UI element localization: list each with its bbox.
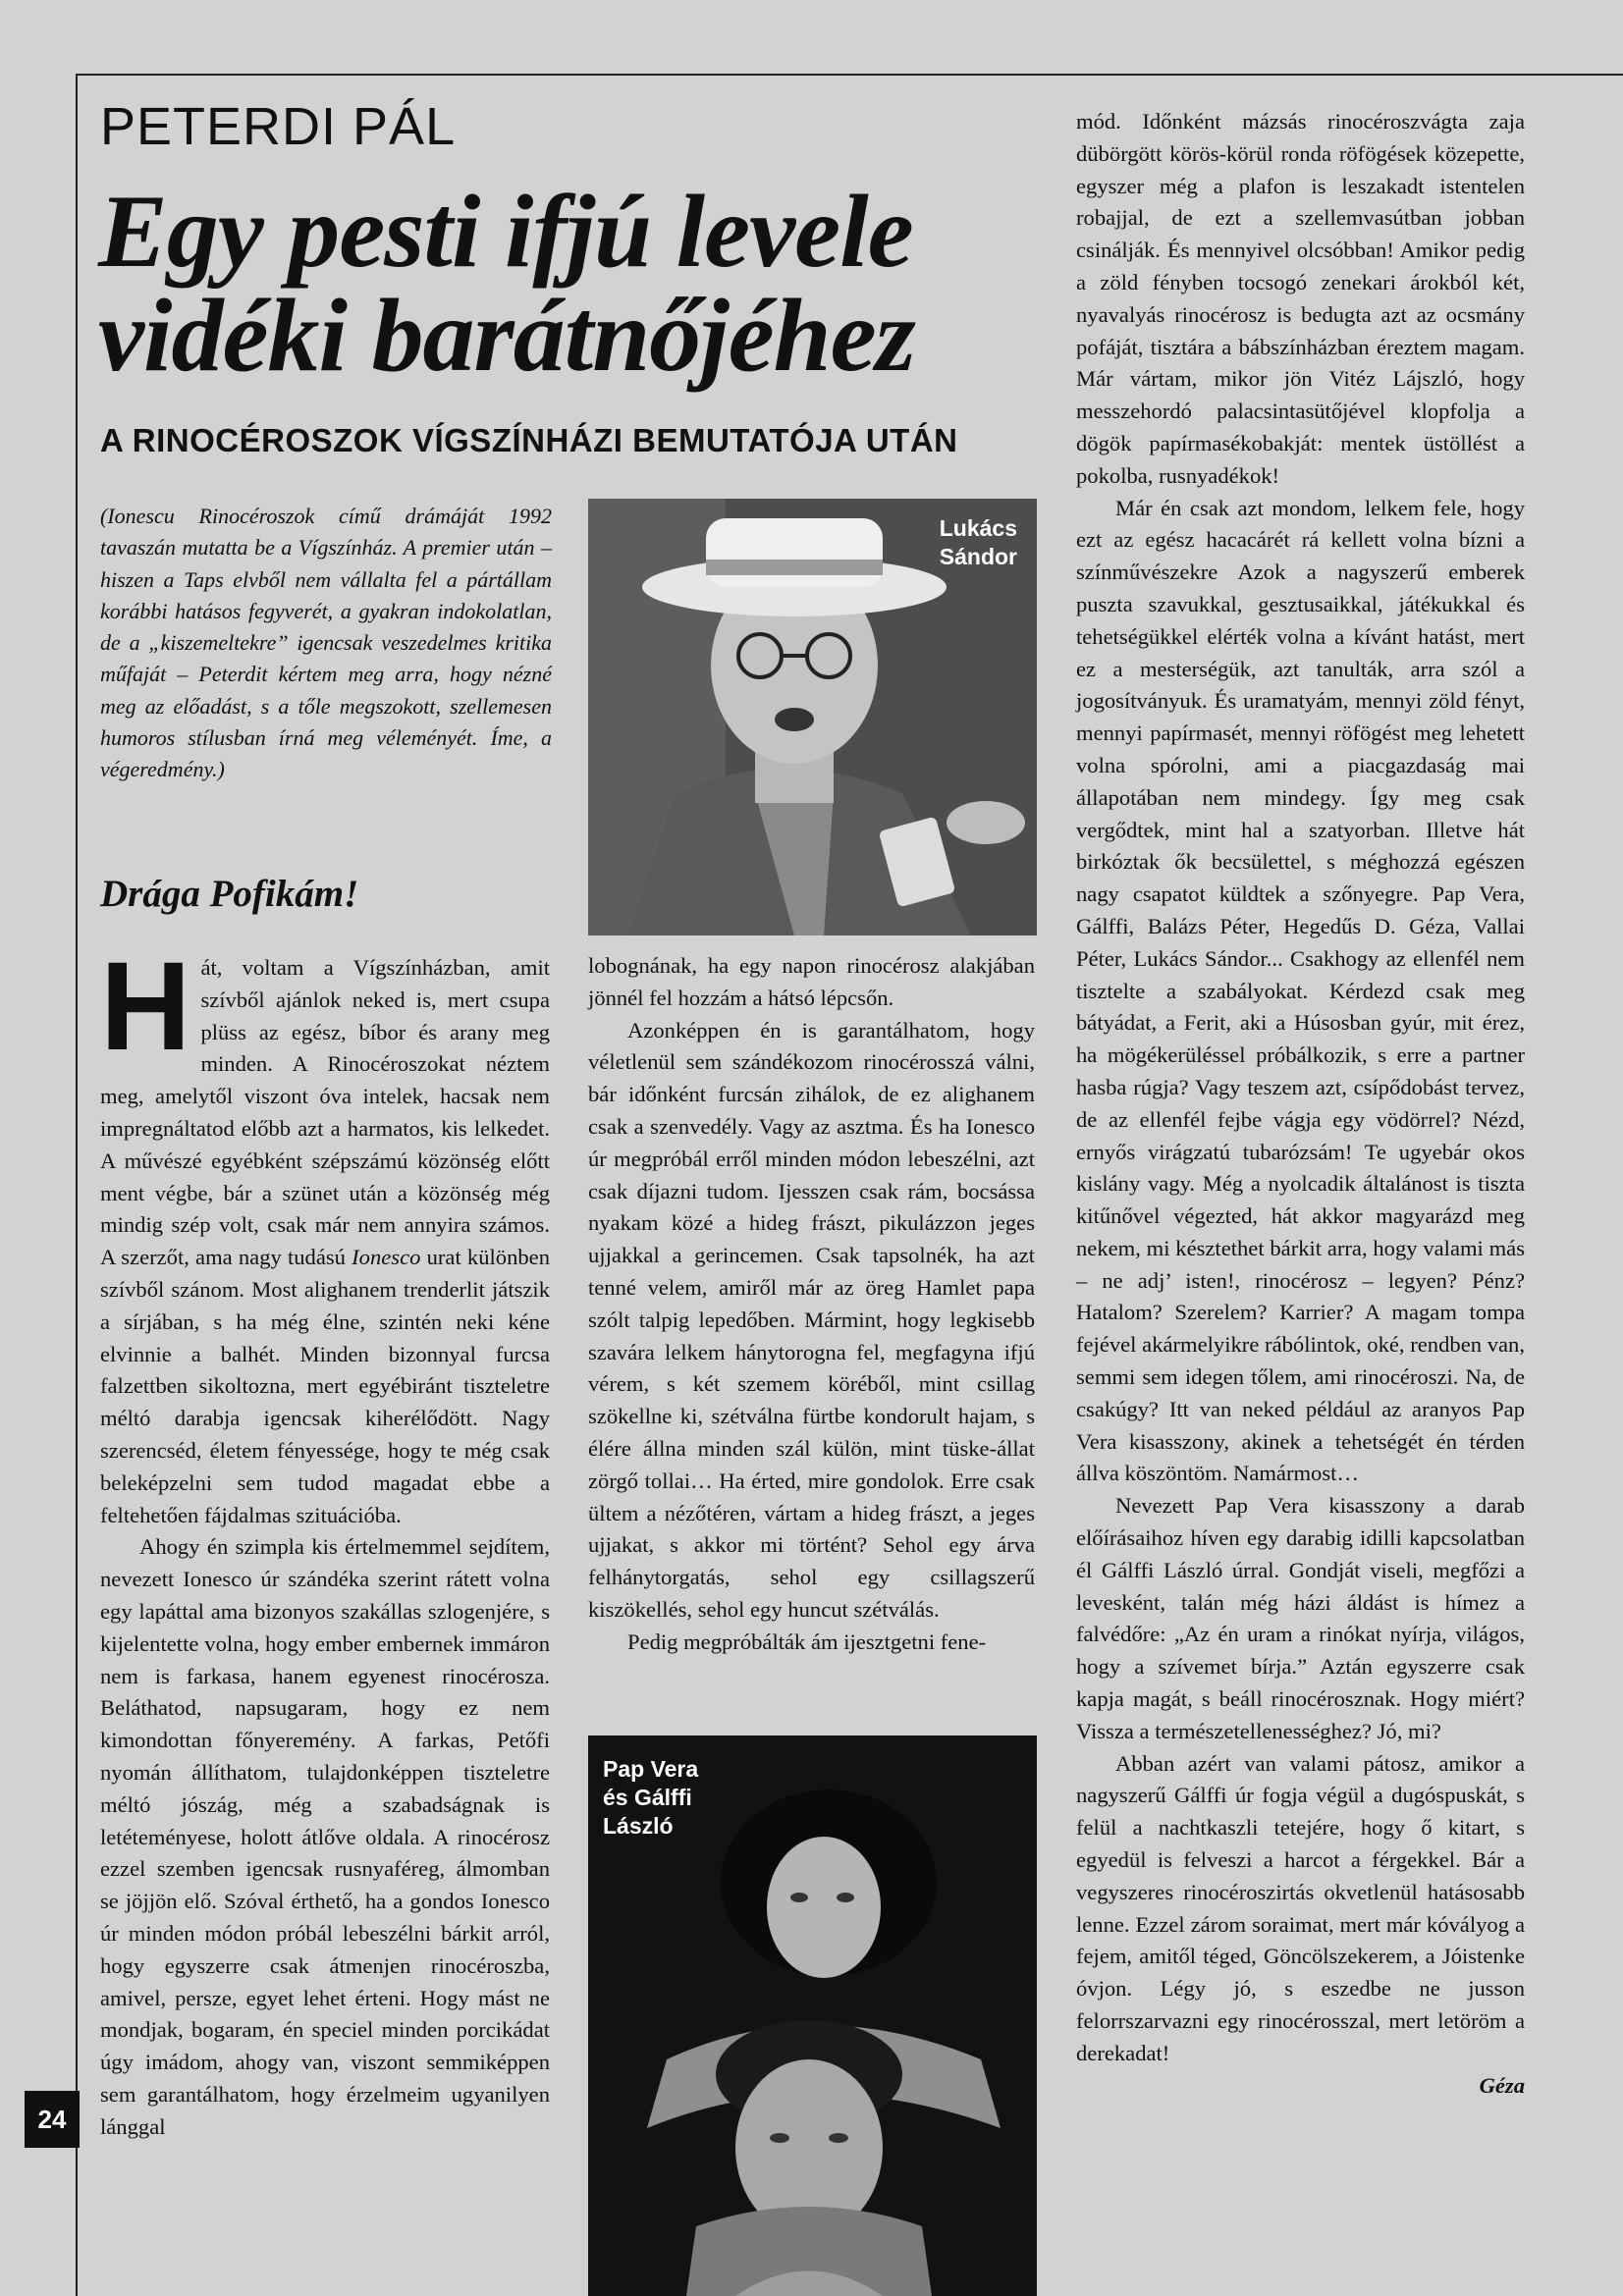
paragraph: lobognának, ha egy napon rinocérosz alakjában jönnél fel hozzám a hátsó lépcsőn. bbox=[588, 953, 1035, 1010]
title-line-2: vidéki barátnőjéhez bbox=[98, 278, 915, 393]
caption-line: Sándor bbox=[939, 544, 1017, 569]
photo-lukacs-sandor bbox=[588, 499, 1037, 935]
paragraph-text: urat különben szívből szánom. Most alighanem trenderlit játszik a sírjában, s ha még élne, szintén neki kéne elvinnie a balhét. Minden bizonnyal furcsa falzettben sikoltozna, mert egyébiránt tiszteletre méltó darabja igencsak kiherélődött. Nagy szerencséd, életem fényessége, hogy te még csak beleképzelni sem tudod magadat ebbe a feltehetően fájdalmas szituációba. bbox=[100, 1245, 550, 1527]
caption-line: Lukács bbox=[939, 515, 1017, 541]
column-2 bbox=[588, 950, 1035, 1659]
drop-cap: H bbox=[100, 936, 191, 1077]
paragraph: Nevezett Pap Vera kisasszony a darab előírásaihoz híven egy darabig idilli kapcsolatban él Gálffi László úrral. Gondját viseli, megfőzi a levesként, talán még házi áldást is hímez a falvédőre: „Az én uram a rinókat nyírja, világos, hogy a szívemet bírja.” Aztán egyszerre csak kapja magát, s beáll rinocérosznak. Hogy miért? Vissza a természetellenességhez? Jó, mi? bbox=[1076, 1493, 1525, 1743]
column-1 bbox=[100, 936, 550, 2143]
caption-line: László bbox=[603, 1813, 674, 1839]
editor-intro: (Ionescu Rinocéroszok című drámáját 1992 tavaszán mutatta be a Vígszínház. A premier után – hiszen a Taps elvből nem vállalta fel a pártállam korábbi hatásos fegyverét, a gyakran indokolatlan, de a „kiszemeltekre” igencsak veszedelmes kritika műfaját – Peterdit kértem meg arra, hogy nézné meg az előadást, s a tőle megszokott, szellemesen humoros stílusban írná meg véleményét. Íme, a végeredmény.) bbox=[100, 504, 552, 782]
paragraph: Abban azért van valami pátosz, amikor a nagyszerű Gálffi úr fogja végül a dugóspuskát, s felül a nachtkaszli tetejére, hogy ő kitart, s egyedül is felveszi a harcot a férgekkel. Bár a vegyszeres rinocéroszirtás okvetlenül hatásosabb lenne. Ezzel zárom soraimat, mert már kóvályog a fejem, amitől téged, Göncölszekerem, a Jóistenke óvjon. Légy jó, s eszedbe ne jusson felorrszarvazni egy rinocérosszal, mert letöröm a derekadat! bbox=[1076, 1750, 1525, 2065]
paragraph bbox=[100, 936, 550, 1531]
article-title bbox=[98, 174, 1041, 393]
author-name: PETERDI PÁL bbox=[100, 97, 457, 156]
signature: Géza bbox=[1479, 2072, 1525, 2098]
author-ref: Ionesco bbox=[352, 1245, 421, 1270]
column-3 bbox=[1076, 106, 1525, 2102]
page-number: 24 bbox=[25, 2091, 80, 2148]
article-subtitle: A RINOCÉROSZOK VÍGSZÍNHÁZI BEMUTATÓJA UTÁN bbox=[100, 422, 958, 458]
paragraph: Már én csak azt mondom, lelkem fele, hogy ezt az egész hacacárét rá kellett volna bízni a színművészekre Azok a nagyszerű emberek puszta szavukkal, gesztusaikkal, játékukkal és tehetségükkel elérték volna a kívánt hatást, mert ez a mesterségük, azt tanulták, arra szól a jogosítványuk. És uramatyám, mennyi zöld fényt, mennyi papírmasét, mennyi röfögést meg lehetett volna spórolni, ami a piacgazdaság mai állapotában nem mindegy. Így meg csak vergődtek, mint hal a szatyorban. Illetve hát birkóztak ők becsülettel, s méghozzá egészen nagy csapatot küldtek a szőnyegre. Pap Vera, Gálffi, Balázs Péter, Hegedűs D. Géza, Vallai Péter, Lukács Sándor... Csakhogy az ellenfél nem tisztelte a szabályokat. Kérdezd csak meg bátyádat, a Ferit, aki a Húsosban gyúr, mit érez, ha mögékerüléssel próbálkozik, s erre a partner hasba rúgja? Vagy teszem azt, csípődobást tervez, de az ellenfél fejbe vágja egy vödörrel? Nézd, ernyős virágzatú tubarózsám! Te ugyebár okos kislány vagy. Még a nyolcadik általánost is tiszta kitűnővel végezted, hát akkor magyarázd meg nekem, mi késztethet bárkit arra, hogy valami más – ne adj’ isten!, rinocérosz – legyen? Pénz? Hatalom? Szerelem? Karrier? A magam tompa fejével akármelyikre rábólintok, oké, rendben van, semmi sem idegen tőlem, ami rinocéroszi. Na, de csakúgy? Itt van neked például az aranyos Pap Vera kisasszony, akinek a tehetségét én térden állva köszöntöm. Namármost… bbox=[1076, 495, 1525, 1486]
photo-pap-vera-galffi-laszlo bbox=[588, 1735, 1037, 2296]
paragraph-text: át, voltam a Vígszínházban, amit szívből ajánlok neked is, mert csupa plüss az egész, bíbor és arany meg minden. A Rinocéroszokat néztem meg, amelytől viszont óva intelek, hacsak nem impregnáltatod előbb azt a harmatos, kis lelkedet. A művészé egyébként szépszámú közönség előtt ment végbe, bár a szünet után a közönség még mindig szép volt, csak már nem annyira számos. A szerzőt, ama nagy tudású bbox=[100, 955, 550, 1270]
paragraph: mód. Időnként mázsás rinocéroszvágta zaja dübörgött körös-körül ronda röfögések közepette, egyszer még a plafon is leszakadt istentelen robajjal, de ezt a szellemvasútban jobban csinálják. És mennyivel olcsóbban! Amikor pedig a zöld fényben tocsogó zenekari árokból két, nyavalyás rinocérosz is bedugta azt az ocsmány pofáját, tisztára a bábszínházban éreztem magam. Már vártam, mikor jön Vitéz Lájszló, hogy messzehordó palacsintasütőjével klopfolja a dögök papírmasékobakját: mentek üstöllést a pokolba, rusnyadékok! bbox=[1076, 109, 1525, 488]
paragraph: Pedig megpróbálták ám ijesztgetni fene- bbox=[627, 1629, 987, 1654]
paragraph: Azonképpen én is garantálhatom, hogy véletlenül sem szándékozom rinocérosszá válni, bár időnként furcsán zihálok, de ez alighanem csak a szenvedély. Vagy az asztma. És ha Ionesco úr megpróbál erről minden módon lebeszélni, azt csak díjazni tudom. Ijesszen csak rám, bocsássa nyakam közé a hideg frászt, pikulázzon jeges ujjakkal a gerincemen. Csak tapsolnék, ha azt tenné velem, amiről már az öreg Hamlet papa szólt talpig lepedőben. Mármint, hogy legkisebb szavára lelkem hánytorogna fel, megfagyna ifjú vérem, s két szemem köréből, mint csillag szökellne ki, szétválna fürtbe kondorult hajam, s élére állna minden szál külön, mint tüske-állat zörgő tollai… Ha érted, mire gondolok. Erre csak ültem a nézőtéren, vártam a hideg frászt, a jeges ujjakat, s akkor mi történt? Sehol egy árva felhánytorgatás, sehol egy csillagszerű kiszökellés, sehol egy huncut szétválás. bbox=[588, 1017, 1035, 1622]
caption-line: és Gálffi bbox=[603, 1785, 692, 1810]
caption-line: Pap Vera bbox=[603, 1756, 699, 1782]
salutation: Drága Pofikám! bbox=[100, 873, 359, 915]
paragraph: Ahogy én szimpla kis értelmemmel sejdítem, nevezett Ionesco úr szándéka szerint rátett volna egy lapáttal ama bizonyos szakállas szlogenjére, s kijelentette volna, hogy ember embernek immáron nem is farkasa, hanem egyenest rinocérosza. Beláthatod, napsugaram, hogy ez nem kimondottan főnyeremény. A farkas, Petőfi nyomán állíthatom, tulajdonképpen tiszteletre méltó jószág, még a szabadságnak is letéteményese, holott átlőve oldala. A rinocérosz ezzel szemben igencsak rusnyaféreg, álmomban se jöjjön elő. Szóval érthető, ha a gondos Ionesco úr minden módon próbál lebeszélni bárkit arról, hogy egyszerre csak átmenjen rinocéroszba, amivel, persze, egyet lehet érteni. Hogy mást ne mondjak, bogaram, én speciel minden porcikádat úgy imádom, ahogy van, viszont semmiképpen sem garantálhatom, hogy érzelmeim ugyanilyen lánggal bbox=[100, 1534, 550, 2139]
title-line-1: Egy pesti ifjú levele bbox=[98, 174, 913, 289]
photo-caption bbox=[603, 1755, 799, 1841]
photo-caption bbox=[821, 514, 1017, 571]
